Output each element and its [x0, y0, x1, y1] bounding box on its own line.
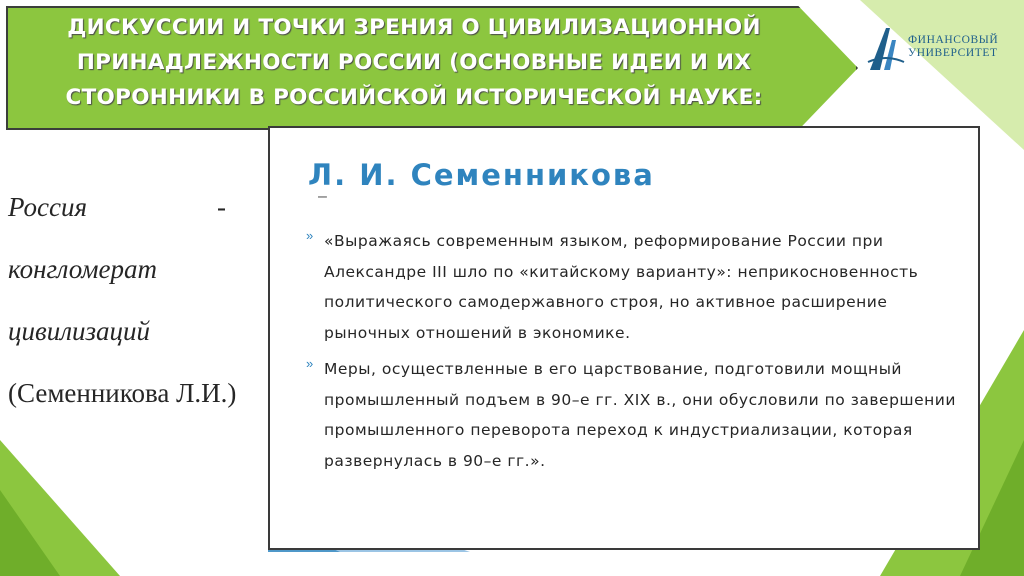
left-text-block	[8, 176, 298, 424]
bullet-list	[300, 226, 960, 482]
list-item	[300, 226, 960, 348]
logo-text	[908, 34, 998, 60]
bullet-text: «Выражаясь современным языком, реформирование России при Александре III шло по «китайскому варианту»: неприкосновенность политического самодержавного строя, но активное расширение рыночных отношений в экономике.	[324, 232, 919, 342]
list-item	[300, 354, 960, 476]
logo-emblem-icon	[866, 24, 906, 74]
left-word-russia: Россия	[8, 192, 88, 222]
left-dash: -	[217, 192, 226, 222]
bullet-arrow-icon: »	[306, 228, 314, 243]
panel-dash: –	[318, 188, 327, 205]
quote-panel	[268, 126, 980, 550]
bullet-arrow-icon: »	[306, 356, 314, 371]
bullet-text: Меры, осуществленные в его царствование, подготовили мощный промышленный подъем в 90–е гг. XIX в., они обусловили по завершении промышленного переворота переход к индустриализации, которая развернулась в 90–е гг.».	[324, 360, 956, 470]
left-word-conglomerate: конгломерат	[8, 254, 157, 284]
slide-title: ДИСКУССИИ И ТОЧКИ ЗРЕНИЯ О ЦИВИЛИЗАЦИОННОЙ ПРИНАДЛЕЖНОСТИ РОССИИ (ОСНОВНЫЕ ИДЕИ И ИХ СТОРОННИКИ В РОССИЙСКОЙ ИСТОРИЧЕСКОЙ НАУКЕ:	[65, 15, 763, 110]
left-word-civilizations: цивилизаций	[8, 316, 151, 346]
panel-heading: Л. И. Семенникова	[308, 158, 655, 192]
left-author: (Семенникова Л.И.)	[8, 378, 237, 408]
logo-line-2: УНИВЕРСИТЕТ	[908, 47, 998, 59]
university-logo	[866, 24, 1016, 78]
logo-line-1: ФИНАНСОВЫЙ	[908, 34, 999, 46]
